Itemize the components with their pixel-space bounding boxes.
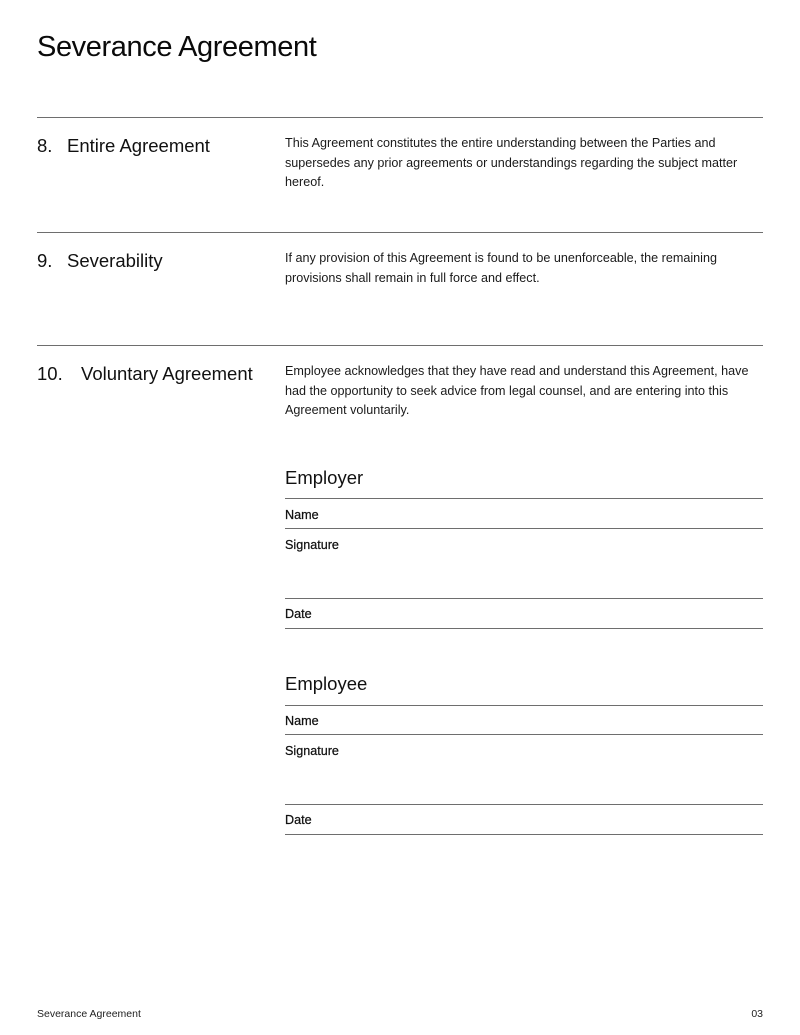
section-body: This Agreement constitutes the entire understanding between the Parties and supersedes any prior agreements or understandings regarding the subject matter hereof. xyxy=(285,136,738,189)
signature-divider xyxy=(285,628,763,629)
employee-name-field[interactable] xyxy=(285,706,763,734)
section-title: Severability xyxy=(67,250,163,271)
section-number: 8. xyxy=(37,135,53,156)
employer-heading: Employer xyxy=(285,467,364,488)
section-body: Employee acknowledges that they have read and understand this Agreement, have had the opportunity to seek advice from legal counsel, and are entering into this Agreement voluntarily. xyxy=(285,364,749,417)
section-number: 10. xyxy=(37,363,63,384)
section-divider xyxy=(37,345,763,346)
section-divider xyxy=(37,117,763,118)
section-title: Entire Agreement xyxy=(67,135,210,156)
employee-signature-label: Signature xyxy=(285,744,339,758)
employee-signature-field[interactable] xyxy=(285,735,763,804)
section-heading xyxy=(37,134,210,158)
employer-name-field[interactable] xyxy=(285,499,763,528)
footer-page-number: 03 xyxy=(751,1008,763,1020)
employee-date-label: Date xyxy=(285,813,312,827)
employer-date-field[interactable] xyxy=(285,599,763,628)
employee-heading: Employee xyxy=(285,673,368,694)
employer-name-label: Name xyxy=(285,508,319,522)
employer-signature-label: Signature xyxy=(285,538,339,552)
section-title: Voluntary Agreement xyxy=(81,363,253,384)
employer-signature-field[interactable] xyxy=(285,529,763,598)
section-body: If any provision of this Agreement is found to be unenforceable, the remaining provisions shall remain in full force and effect. xyxy=(285,251,717,285)
employer-date-label: Date xyxy=(285,607,312,621)
section-heading xyxy=(37,249,163,273)
employee-date-field[interactable] xyxy=(285,805,763,834)
footer-document-name: Severance Agreement xyxy=(37,1008,141,1020)
signature-divider xyxy=(285,834,763,835)
section-number: 9. xyxy=(37,250,53,271)
employee-name-label: Name xyxy=(285,714,319,728)
section-heading xyxy=(37,362,253,386)
page-title: Severance Agreement xyxy=(37,31,317,63)
section-divider xyxy=(37,232,763,233)
